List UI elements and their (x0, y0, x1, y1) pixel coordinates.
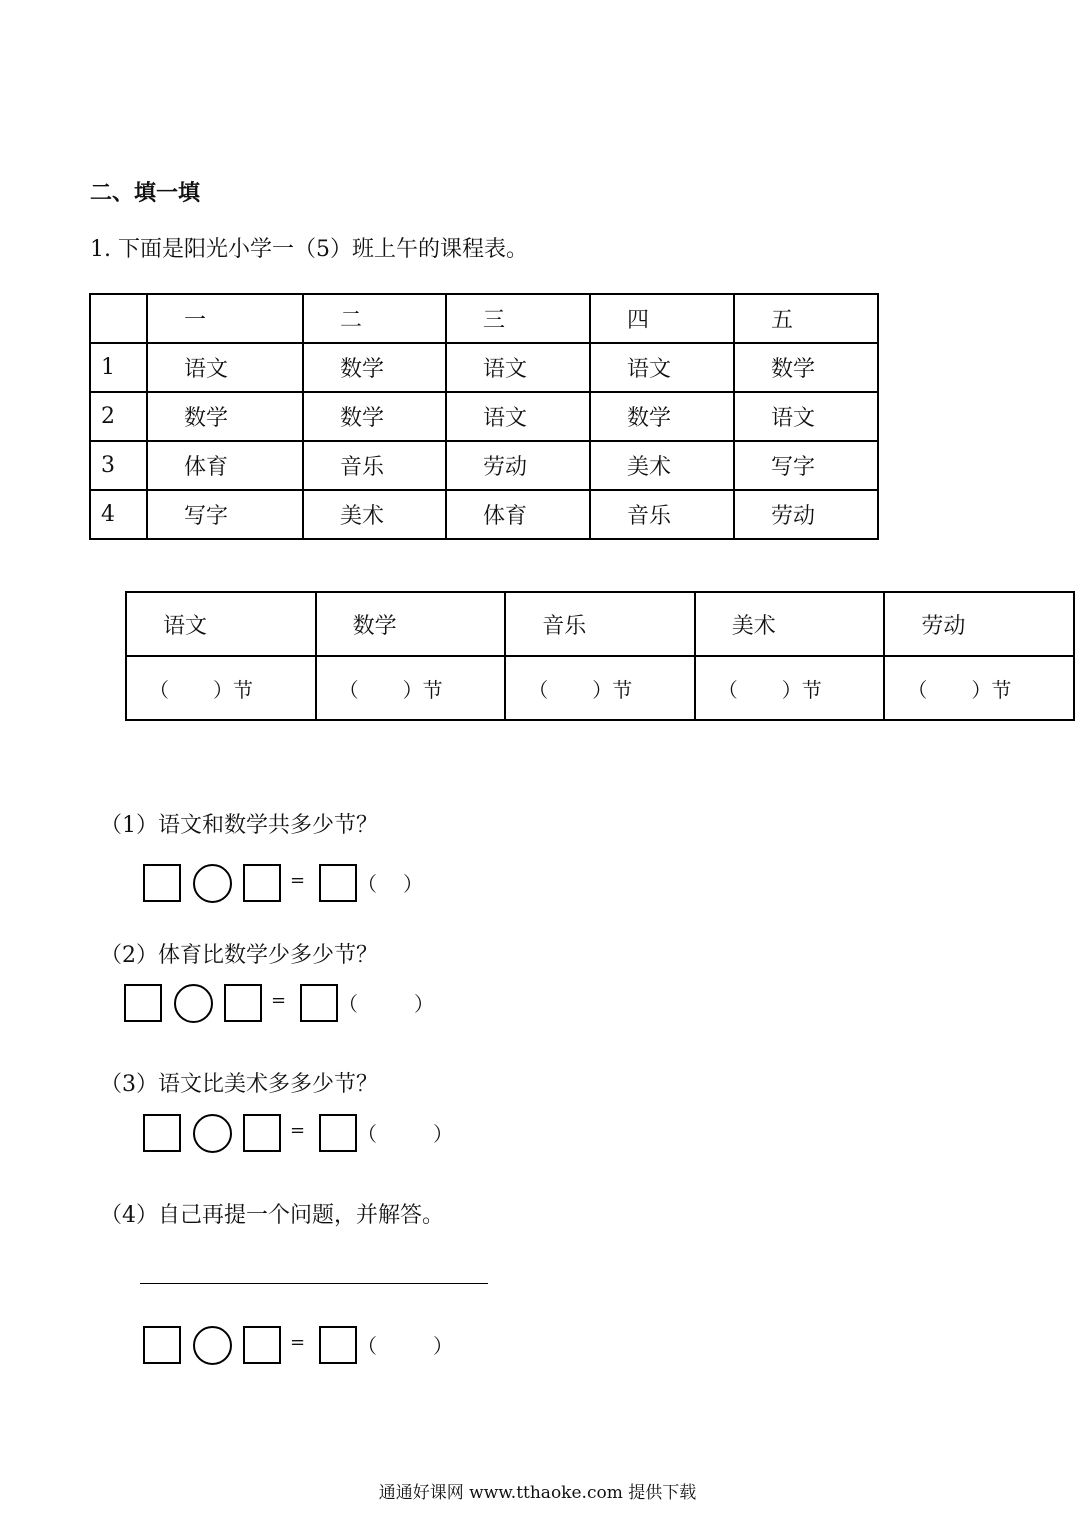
subject-count-answer-row (126, 656, 1074, 720)
schedule-cell: 美术 (303, 490, 446, 539)
open-paren: （ (528, 677, 549, 702)
schedule-cell: 语文 (734, 392, 878, 441)
sub-question-1: （1）语文和数学共多少节？ (100, 813, 378, 838)
sub-question-2: （2）体育比数学少多少节？ (100, 943, 378, 968)
schedule-cell: 写字 (734, 441, 878, 490)
sub-question-3: （3）语文比美术多多少节？ (100, 1072, 378, 1097)
close-paren: ） (403, 872, 423, 896)
schedule-cell: 数学 (147, 392, 303, 441)
section-title: 二、填一填 (90, 180, 201, 206)
count-blank-cell[interactable] (505, 656, 695, 720)
equation-row-3 (143, 1114, 463, 1152)
result-box[interactable] (300, 984, 338, 1022)
unit-label: 节 (422, 677, 443, 702)
answer-box[interactable] (224, 984, 262, 1022)
schedule-cell: 劳动 (446, 441, 590, 490)
open-paren: （ (149, 677, 169, 702)
answer-box[interactable] (143, 864, 181, 902)
result-box[interactable] (319, 864, 357, 902)
schedule-cell: 4 (90, 490, 147, 539)
count-blank-cell[interactable] (316, 656, 506, 720)
schedule-cell: 1 (90, 343, 147, 392)
close-paren: ） (433, 1122, 453, 1146)
answer-box[interactable] (143, 1326, 181, 1364)
open-paren: （ (357, 1122, 377, 1146)
unit-label: 节 (991, 677, 1012, 702)
close-paren: ） (213, 677, 233, 702)
equals-sign: = (290, 1332, 306, 1353)
answer-box[interactable] (243, 1114, 281, 1152)
subject-name-cell: 劳动 (884, 592, 1074, 656)
schedule-cell: 体育 (446, 490, 590, 539)
count-blank-cell[interactable] (126, 656, 316, 720)
open-paren: （ (357, 1334, 377, 1358)
schedule-header-row (90, 294, 878, 343)
close-paren: ） (971, 677, 992, 702)
schedule-cell: 数学 (303, 343, 446, 392)
open-paren: （ (357, 872, 377, 896)
schedule-cell: 写字 (147, 490, 303, 539)
subject-name-cell: 音乐 (505, 592, 695, 656)
close-paren: ） (781, 677, 802, 702)
result-box[interactable] (319, 1326, 357, 1364)
schedule-cell: 体育 (147, 441, 303, 490)
schedule-cell: 美术 (590, 441, 734, 490)
schedule-cell: 语文 (590, 343, 734, 392)
result-box[interactable] (319, 1114, 357, 1152)
schedule-cell: 数学 (590, 392, 734, 441)
subject-name-cell: 数学 (316, 592, 506, 656)
equation-row-1 (143, 864, 443, 902)
open-paren: （ (717, 677, 738, 702)
schedule-header-cell: 二 (303, 294, 446, 343)
schedule-cell: 数学 (303, 392, 446, 441)
schedule-cell: 劳动 (734, 490, 878, 539)
answer-box[interactable] (143, 1114, 181, 1152)
schedule-cell: 音乐 (590, 490, 734, 539)
schedule-header-cell (90, 294, 147, 343)
operator-circle[interactable] (193, 1326, 232, 1365)
unit-label: 节 (233, 677, 253, 702)
open-paren: （ (338, 992, 358, 1016)
schedule-cell: 语文 (446, 343, 590, 392)
subject-count-table (125, 591, 1075, 721)
open-paren: （ (907, 677, 928, 702)
equals-sign: = (290, 870, 306, 891)
subject-name-cell: 美术 (695, 592, 885, 656)
schedule-row (90, 392, 878, 441)
operator-circle[interactable] (193, 1114, 232, 1153)
schedule-header-cell: 四 (590, 294, 734, 343)
operator-circle[interactable] (193, 864, 232, 903)
schedule-row (90, 441, 878, 490)
answer-box[interactable] (124, 984, 162, 1022)
count-blank-cell[interactable] (884, 656, 1074, 720)
schedule-row (90, 343, 878, 392)
schedule-header-cell: 三 (446, 294, 590, 343)
schedule-cell: 语文 (446, 392, 590, 441)
count-blank-cell[interactable] (695, 656, 885, 720)
close-paren: ） (433, 1334, 453, 1358)
close-paren: ） (592, 677, 613, 702)
answer-box[interactable] (243, 864, 281, 902)
schedule-row (90, 490, 878, 539)
schedule-header-cell: 一 (147, 294, 303, 343)
schedule-header-cell: 五 (734, 294, 878, 343)
schedule-cell: 3 (90, 441, 147, 490)
unit-label: 节 (801, 677, 822, 702)
open-paren: （ (338, 677, 359, 702)
question-1-text: 1. 下面是阳光小学一（5）班上午的课程表。 (90, 237, 528, 262)
footer-text: 通通好课网 www.tthaoke.com 提供下载 (378, 1483, 697, 1503)
subject-count-header-row (126, 592, 1074, 656)
schedule-cell: 语文 (147, 343, 303, 392)
schedule-cell: 2 (90, 392, 147, 441)
equals-sign: = (290, 1120, 306, 1141)
unit-label: 节 (612, 677, 633, 702)
answer-line[interactable] (140, 1283, 488, 1284)
equation-row-4 (143, 1326, 463, 1364)
schedule-cell: 音乐 (303, 441, 446, 490)
subject-name-cell: 语文 (126, 592, 316, 656)
answer-box[interactable] (243, 1326, 281, 1364)
equation-row-2 (124, 984, 444, 1022)
close-paren: ） (414, 992, 434, 1016)
schedule-cell: 数学 (734, 343, 878, 392)
schedule-table (89, 293, 879, 540)
sub-question-4: （4）自己再提一个问题，并解答。 (100, 1203, 444, 1228)
operator-circle[interactable] (174, 984, 213, 1023)
close-paren: ） (402, 677, 423, 702)
equals-sign: = (271, 990, 287, 1011)
